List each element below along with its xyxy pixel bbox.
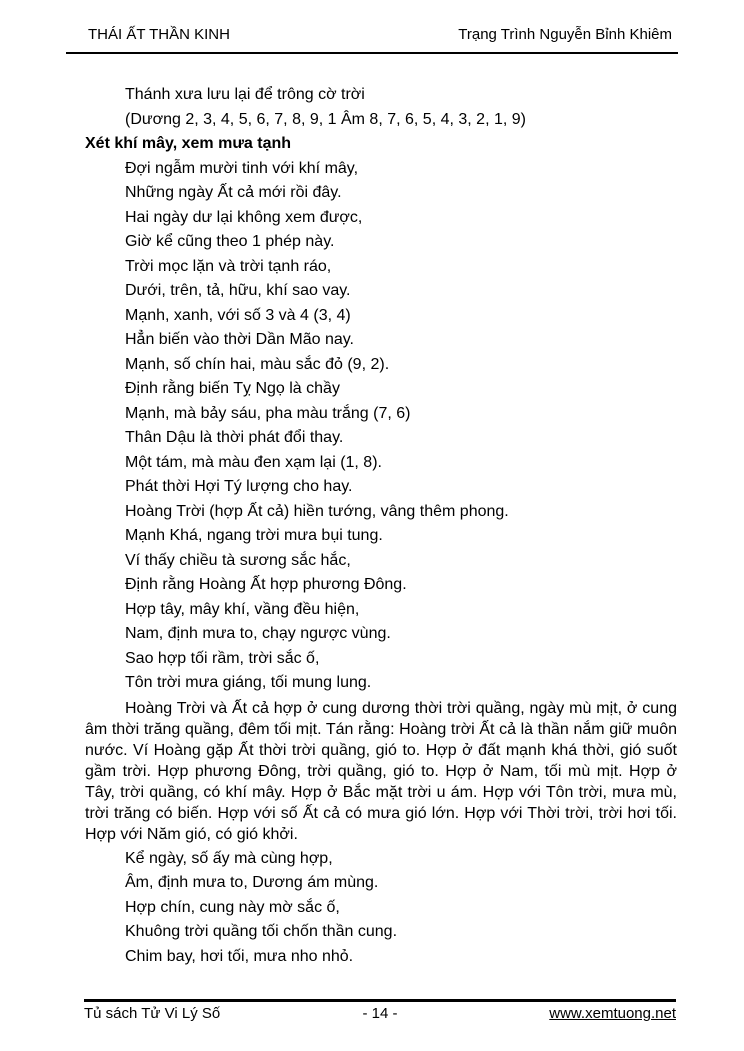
- header-divider: [66, 52, 678, 54]
- poem-line: Mạnh, số chín hai, màu sắc đỏ (9, 2).: [125, 355, 390, 373]
- header-author: Trạng Trình Nguyễn Bỉnh Khiêm: [458, 26, 672, 43]
- poem-line: Tôn trời mưa giáng, tối mung lung.: [125, 674, 372, 691]
- poem-line: Dưới, trên, tả, hữu, khí sao vay.: [125, 282, 351, 299]
- poem-line: Thân Dậu là thời phát đổi thay.: [125, 429, 344, 446]
- poem-line: Sao hợp tối rầm, trời sắc ố,: [125, 649, 320, 667]
- poem-line: Giờ kể cũng theo 1 phép này.: [125, 233, 335, 250]
- page-content: [85, 83, 677, 969]
- poem-line: Mạnh Khá, ngang trời mưa bụi tung.: [125, 527, 383, 544]
- poem-line: Kể ngày, số ấy mà cùng hợp,: [125, 849, 333, 867]
- poem-line: Ví thấy chiều tà sương sắc hắc,: [125, 551, 351, 569]
- poem-line: Trời mọc lặn và trời tạnh ráo,: [125, 257, 332, 275]
- poem-line: Những ngày Ất cả mới rồi đây.: [125, 184, 342, 201]
- poem-line: Hợp tây, mây khí, vầng đều hiện,: [125, 600, 360, 618]
- poem-line: Mạnh, xanh, với số 3 và 4 (3, 4): [125, 306, 351, 324]
- poem-line: Hai ngày dư lại không xem được,: [125, 208, 363, 226]
- poem-line: Mạnh, mà bảy sáu, pha màu trắng (7, 6): [125, 404, 411, 422]
- poem-line: Một tám, mà màu đen xạm lại (1, 8).: [125, 453, 382, 471]
- poem-line: Đợi ngẫm mười tinh với khí mây,: [125, 159, 359, 177]
- poem-line: Định rằng Hoàng Ất hợp phương Đông.: [125, 576, 407, 593]
- poem-line: Âm, định mưa to, Dương ám mùng.: [125, 874, 379, 891]
- poem-line: Thánh xưa lưu lại để trông cờ trời: [125, 86, 365, 103]
- section-heading: Xét khí mây, xem mưa tạnh: [85, 135, 292, 152]
- header-book-title: THÁI ẤT THẦN KINH: [88, 26, 230, 43]
- footer-website-link[interactable]: www.xemtuong.net: [549, 1005, 676, 1022]
- intro-lines: [85, 83, 677, 132]
- page-number: - 14 -: [362, 1005, 398, 1022]
- poem-line: (Dương 2, 3, 4, 5, 6, 7, 8, 9, 1 Âm 8, 7, 6, 5, 4, 3, 2, 1, 9): [125, 110, 526, 128]
- poem-line: Khuông trời quầng tối chốn thần cung.: [125, 923, 398, 940]
- footer-series-title: Tủ sách Tử Vi Lý Số: [84, 1005, 221, 1022]
- page-footer: [84, 999, 676, 1023]
- page-header: [88, 26, 672, 44]
- poem-line: Hợp chín, cung này mờ sắc ố,: [125, 898, 340, 916]
- poem-line: Nam, định mưa to, chạy ngược vùng.: [125, 625, 391, 642]
- poem-line: Hẳn biến vào thời Dần Mão nay.: [125, 331, 354, 348]
- poem-line: Hoàng Trời (hợp Ất cả) hiền tướng, vâng thêm phong.: [125, 502, 509, 520]
- poem-line: Chim bay, hơi tối, mưa nho nhỏ.: [125, 947, 354, 965]
- prose-paragraph: Hoàng Trời và Ất cả hợp ở cung dương thời trời quầng, ngày mù mịt, ở cung âm thời trăng quầng, đêm tối mịt. Tán rằng: Hoàng trời Ất cả là thần nắm giữ muôn nước. Ví Hoàng gặp Ất thời trời quầng, gió to. Hợp ở đất mạnh khá thời, gió suốt gầm trời. Hợp phương Đông, trời quầng, gió to. Hợp ở Nam, tối mù mịt. Hợp ở Tây, trời quầng, có khí mây. Hợp ở Bắc mặt trời u ám. Hợp với Tôn trời, mưa mù, trời trăng có biến. Hợp với số Ất cả có mưa gió lớn. Hợp với Thời trời, trời hơi tối. Hợp với Năm gió, có gió khởi.: [85, 699, 677, 843]
- poem-block-2: [85, 847, 677, 970]
- poem-line: Định rằng biến Tỵ Ngọ là chầy: [125, 380, 340, 397]
- poem-block-1: [85, 157, 677, 696]
- poem-line: Phát thời Hợi Tý lượng cho hay.: [125, 478, 353, 495]
